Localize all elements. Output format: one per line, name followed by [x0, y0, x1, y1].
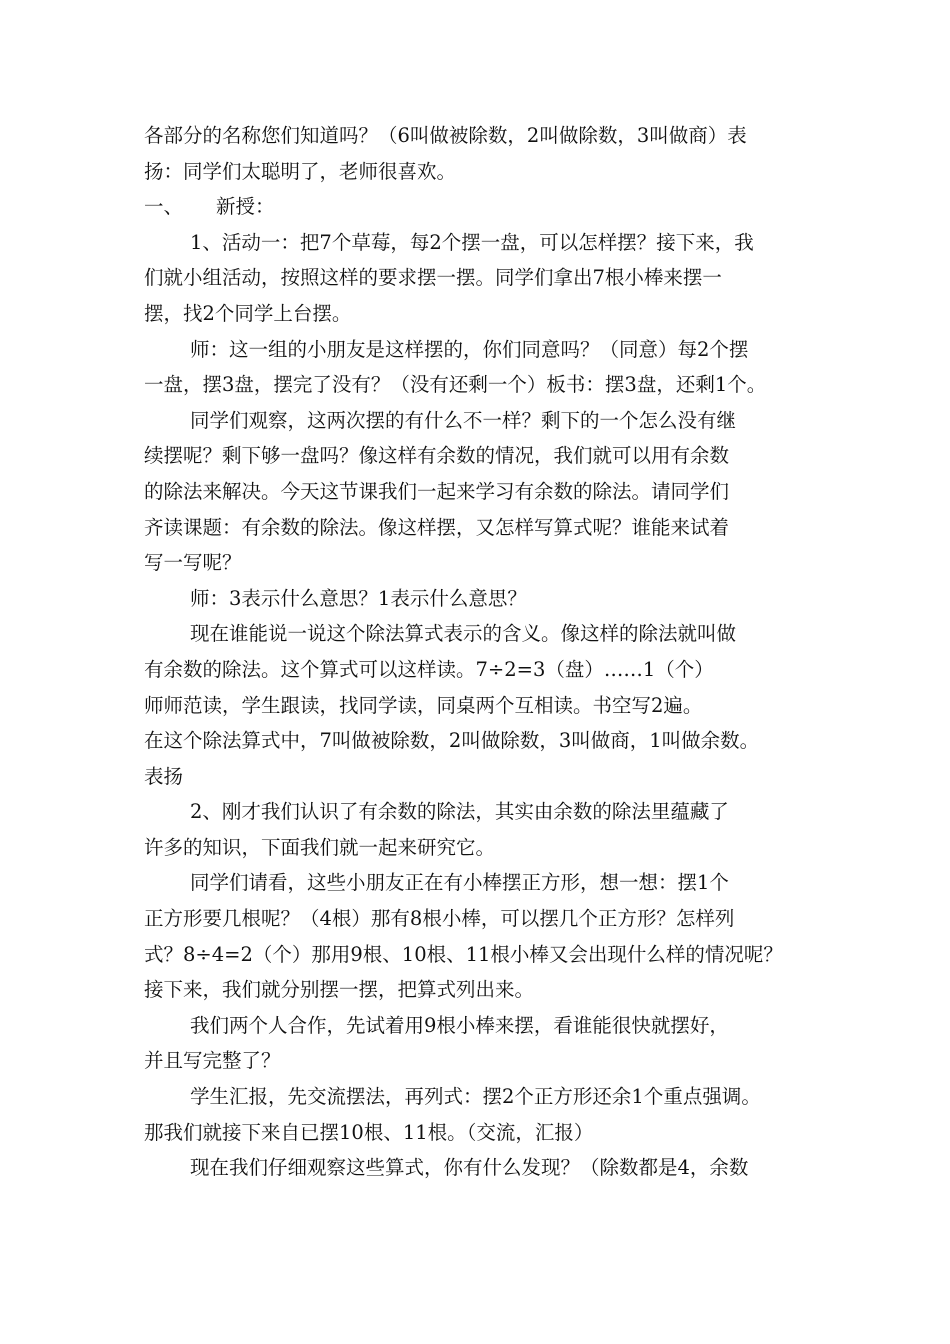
- text-line: 一盘，摆3盘，摆完了没有？（没有还剩一个）板书：摆3盘，还剩1个。: [144, 373, 767, 397]
- lesson-text: [144, 118, 834, 1186]
- text-line: 师：这一组的小朋友是这样摆的，你们同意吗？（同意）每2个摆: [190, 337, 749, 361]
- text-line: 写一写呢？: [144, 551, 242, 575]
- text-line: 表扬: [144, 764, 184, 788]
- text-line: 接下来，我们就分别摆一摆，把算式列出来。: [144, 978, 535, 1002]
- section-title: 新授：: [216, 195, 275, 219]
- text-line: 那我们就接下来自已摆10根、11根。（交流，汇报）: [144, 1120, 594, 1144]
- text-line: 摆，找2个同学上台摆。: [144, 301, 352, 325]
- text-line: 我们两个人合作，先试着用9根小棒来摆，看谁能很快就摆好，: [190, 1013, 729, 1037]
- text-line: 同学们请看，这些小朋友正在有小棒摆正方形，想一想：摆1个: [190, 871, 729, 895]
- text-line: 现在我们仔细观察这些算式，你有什么发现？（除数都是4，余数: [190, 1156, 749, 1180]
- text-line: 正方形要几根呢？（4根）那有8根小棒，可以摆几个正方形？怎样列: [144, 907, 735, 931]
- text-line: 的除法来解决。今天这节课我们一起来学习有余数的除法。请同学们: [144, 479, 730, 503]
- text-line: 在这个除法算式中，7叫做被除数，2叫做除数，3叫做商，1叫做余数。: [144, 729, 760, 753]
- text-line: 学生汇报，先交流摆法，再列式：摆2个正方形还余1个重点强调。: [190, 1085, 761, 1109]
- text-line: 师：3表示什么意思？1表示什么意思？: [190, 586, 527, 610]
- text-line: 式？8÷4=2（个）那用9根、10根、11根小棒又会出现什么样的情况呢？: [144, 942, 783, 966]
- text-line: 1、活动一：把7个草莓，每2个摆一盘，可以怎样摆？接下来，我: [190, 230, 754, 254]
- text-line: 有余数的除法。这个算式可以这样读。7÷2=3（盘）……1（个）: [144, 657, 714, 681]
- text-line: 扬：同学们太聪明了，老师很喜欢。: [144, 159, 457, 183]
- text-line: 同学们观察，这两次摆的有什么不一样？剩下的一个怎么没有继: [190, 408, 737, 432]
- text-line: 许多的知识，下面我们就一起来研究它。: [144, 835, 496, 859]
- text-line: 师师范读，学生跟读，找同学读，同桌两个互相读。书空写2遍。: [144, 693, 703, 717]
- text-line: 现在谁能说一说这个除法算式表示的含义。像这样的除法就叫做: [190, 622, 737, 646]
- text-line: 续摆呢？剩下够一盘吗？像这样有余数的情况，我们就可以用有余数: [144, 444, 730, 468]
- text-line: 齐读课题：有余数的除法。像这样摆，又怎样写算式呢？谁能来试着: [144, 515, 730, 539]
- text-line: 2、刚才我们认识了有余数的除法，其实由余数的除法里蕴藏了: [190, 800, 729, 824]
- text-line: 并且写完整了？: [144, 1049, 281, 1073]
- section-heading: [144, 189, 834, 225]
- text-line: 们就小组活动，按照这样的要求摆一摆。同学们拿出7根小棒来摆一: [144, 266, 722, 290]
- section-number: 一、: [144, 195, 184, 219]
- text-line: 各部分的名称您们知道吗？（6叫做被除数，2叫做除数，3叫做商）表: [144, 124, 747, 147]
